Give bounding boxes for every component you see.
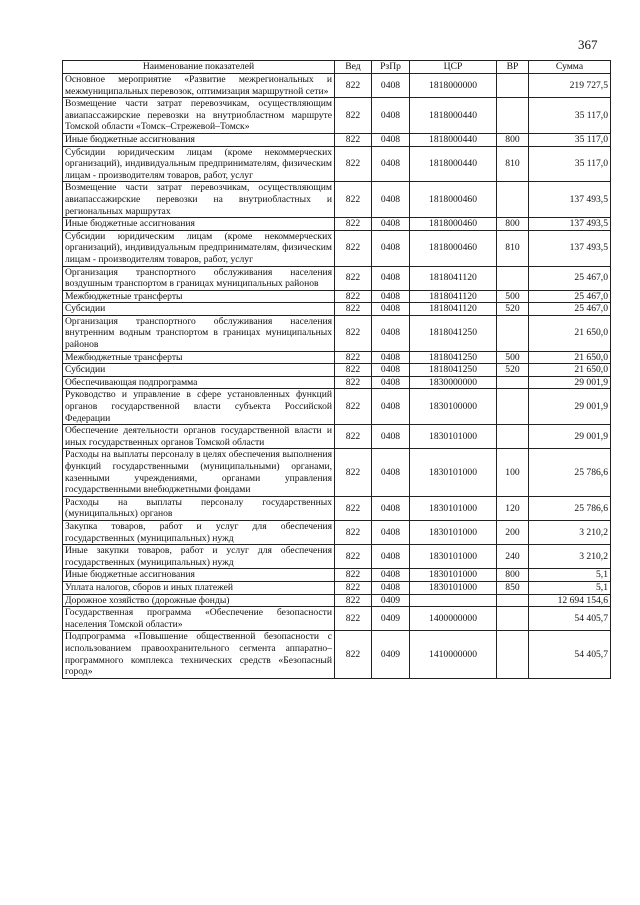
cell-sum: 3 210,2 bbox=[529, 520, 611, 544]
cell-csr: 1410000000 bbox=[410, 631, 497, 678]
cell-name: Межбюджетные трансферты bbox=[63, 351, 335, 364]
cell-name: Иные бюджетные ассигнования bbox=[63, 569, 335, 582]
cell-sum: 54 405,7 bbox=[529, 631, 611, 678]
cell-vr bbox=[497, 74, 529, 98]
cell-csr: 1818000440 bbox=[410, 133, 497, 146]
cell-ved: 822 bbox=[335, 569, 372, 582]
cell-rzpr: 0408 bbox=[372, 230, 410, 266]
cell-sum: 29 001,9 bbox=[529, 425, 611, 449]
cell-vr: 850 bbox=[497, 581, 529, 594]
table-row bbox=[63, 315, 611, 351]
cell-sum: 3 210,2 bbox=[529, 545, 611, 569]
cell-csr: 1818000440 bbox=[410, 98, 497, 134]
table-row bbox=[63, 303, 611, 316]
cell-vr: 800 bbox=[497, 569, 529, 582]
cell-csr: 1818041120 bbox=[410, 290, 497, 303]
cell-sum: 5,1 bbox=[529, 581, 611, 594]
cell-name: Расходы на выплаты персоналу в целях обеспечения выполнения функций государственными (муниципальными) органами, казенными учреждениями, органами управления государственными внебюджетными фондами bbox=[63, 449, 335, 496]
table-row bbox=[63, 449, 611, 496]
cell-csr: 1818041250 bbox=[410, 351, 497, 364]
cell-name: Организация транспортного обслуживания населения внутренним водным транспортом в границах муниципальных районов bbox=[63, 315, 335, 351]
cell-rzpr: 0409 bbox=[372, 594, 410, 607]
cell-sum: 21 650,0 bbox=[529, 351, 611, 364]
cell-vr: 810 bbox=[497, 230, 529, 266]
table-row bbox=[63, 182, 611, 218]
cell-sum: 25 786,6 bbox=[529, 449, 611, 496]
cell-ved: 822 bbox=[335, 351, 372, 364]
cell-ved: 822 bbox=[335, 520, 372, 544]
cell-name: Расходы на выплаты персоналу государственных (муниципальных) органов bbox=[63, 496, 335, 520]
cell-csr: 1400000000 bbox=[410, 607, 497, 631]
cell-name: Обеспечивающая подпрограмма bbox=[63, 376, 335, 389]
cell-csr: 1830101000 bbox=[410, 496, 497, 520]
cell-rzpr: 0408 bbox=[372, 351, 410, 364]
cell-name: Субсидии bbox=[63, 303, 335, 316]
cell-rzpr: 0408 bbox=[372, 218, 410, 231]
cell-sum: 35 117,0 bbox=[529, 146, 611, 182]
cell-sum: 21 650,0 bbox=[529, 364, 611, 377]
cell-rzpr: 0408 bbox=[372, 581, 410, 594]
cell-csr: 1818041250 bbox=[410, 315, 497, 351]
cell-csr: 1818000460 bbox=[410, 182, 497, 218]
page-number: 367 bbox=[578, 37, 598, 52]
cell-csr: 1830101000 bbox=[410, 449, 497, 496]
cell-vr: 520 bbox=[497, 303, 529, 316]
table-row bbox=[63, 230, 611, 266]
cell-ved: 822 bbox=[335, 315, 372, 351]
table-row bbox=[63, 545, 611, 569]
cell-vr bbox=[497, 376, 529, 389]
cell-rzpr: 0408 bbox=[372, 74, 410, 98]
cell-rzpr: 0409 bbox=[372, 607, 410, 631]
header-ved: Вед bbox=[335, 61, 372, 74]
cell-sum: 219 727,5 bbox=[529, 74, 611, 98]
cell-csr: 1818000460 bbox=[410, 218, 497, 231]
cell-ved: 822 bbox=[335, 266, 372, 290]
table-row bbox=[63, 218, 611, 231]
cell-rzpr: 0408 bbox=[372, 146, 410, 182]
cell-ved: 822 bbox=[335, 98, 372, 134]
cell-sum: 137 493,5 bbox=[529, 230, 611, 266]
cell-rzpr: 0408 bbox=[372, 315, 410, 351]
cell-vr: 100 bbox=[497, 449, 529, 496]
table-row bbox=[63, 496, 611, 520]
table-row bbox=[63, 364, 611, 377]
table-row bbox=[63, 631, 611, 678]
cell-name: Государственная программа «Обеспечение безопасности населения Томской области» bbox=[63, 607, 335, 631]
table-row bbox=[63, 376, 611, 389]
cell-ved: 822 bbox=[335, 496, 372, 520]
cell-vr bbox=[497, 98, 529, 134]
cell-sum: 25 467,0 bbox=[529, 290, 611, 303]
cell-rzpr: 0408 bbox=[372, 425, 410, 449]
cell-name: Дорожное хозяйство (дорожные фонды) bbox=[63, 594, 335, 607]
cell-name: Основное мероприятие «Развитие межрегиональных и межмуниципальных перевозок, оптимизация маршрутной сети» bbox=[63, 74, 335, 98]
cell-rzpr: 0408 bbox=[372, 520, 410, 544]
header-sum: Сумма bbox=[529, 61, 611, 74]
cell-ved: 822 bbox=[335, 631, 372, 678]
cell-vr: 240 bbox=[497, 545, 529, 569]
cell-vr: 200 bbox=[497, 520, 529, 544]
table-row bbox=[63, 520, 611, 544]
cell-csr: 1818041120 bbox=[410, 266, 497, 290]
cell-ved: 822 bbox=[335, 364, 372, 377]
cell-name: Возмещение части затрат перевозчикам, осуществляющим авиапассажирские перевозки на внутриобластном маршруте Томской области «Томск–Стрежевой–Томск» bbox=[63, 98, 335, 134]
cell-vr: 800 bbox=[497, 218, 529, 231]
cell-name: Обеспечение деятельности органов государственной власти и иных государственных органов Томской области bbox=[63, 425, 335, 449]
header-rzpr: РзПр bbox=[372, 61, 410, 74]
cell-sum: 137 493,5 bbox=[529, 218, 611, 231]
cell-vr: 800 bbox=[497, 133, 529, 146]
cell-name: Возмещение части затрат перевозчикам, осуществляющим авиапассажирские перевозки на внутриобластных и региональных маршрутах bbox=[63, 182, 335, 218]
cell-csr: 1818041120 bbox=[410, 303, 497, 316]
cell-ved: 822 bbox=[335, 230, 372, 266]
cell-vr bbox=[497, 631, 529, 678]
cell-name: Иные бюджетные ассигнования bbox=[63, 133, 335, 146]
cell-ved: 822 bbox=[335, 74, 372, 98]
cell-ved: 822 bbox=[335, 133, 372, 146]
cell-rzpr: 0408 bbox=[372, 290, 410, 303]
cell-ved: 822 bbox=[335, 376, 372, 389]
header-name: Наименование показателей bbox=[63, 61, 335, 74]
cell-vr bbox=[497, 607, 529, 631]
table-row bbox=[63, 146, 611, 182]
cell-rzpr: 0408 bbox=[372, 303, 410, 316]
cell-rzpr: 0408 bbox=[372, 449, 410, 496]
cell-csr: 1818041250 bbox=[410, 364, 497, 377]
cell-csr: 1830101000 bbox=[410, 425, 497, 449]
cell-csr: 1830101000 bbox=[410, 545, 497, 569]
table-row bbox=[63, 74, 611, 98]
header-vr: ВР bbox=[497, 61, 529, 74]
cell-vr bbox=[497, 594, 529, 607]
cell-csr: 1830101000 bbox=[410, 581, 497, 594]
cell-name: Межбюджетные трансферты bbox=[63, 290, 335, 303]
cell-rzpr: 0408 bbox=[372, 98, 410, 134]
cell-ved: 822 bbox=[335, 449, 372, 496]
cell-sum: 29 001,9 bbox=[529, 389, 611, 425]
cell-csr: 1818000000 bbox=[410, 74, 497, 98]
cell-vr: 520 bbox=[497, 364, 529, 377]
cell-name: Субсидии bbox=[63, 364, 335, 377]
table-row bbox=[63, 389, 611, 425]
cell-csr: 1830000000 bbox=[410, 376, 497, 389]
cell-sum: 25 786,6 bbox=[529, 496, 611, 520]
cell-csr: 1818000440 bbox=[410, 146, 497, 182]
cell-name: Руководство и управление в сфере установленных функций органов государственной власти субъекта Российской Федерации bbox=[63, 389, 335, 425]
cell-rzpr: 0408 bbox=[372, 266, 410, 290]
cell-sum: 21 650,0 bbox=[529, 315, 611, 351]
cell-ved: 822 bbox=[335, 290, 372, 303]
cell-sum: 29 001,9 bbox=[529, 376, 611, 389]
cell-sum: 35 117,0 bbox=[529, 98, 611, 134]
cell-csr bbox=[410, 594, 497, 607]
cell-vr bbox=[497, 315, 529, 351]
cell-vr: 810 bbox=[497, 146, 529, 182]
cell-ved: 822 bbox=[335, 218, 372, 231]
cell-ved: 822 bbox=[335, 594, 372, 607]
cell-name: Субсидии юридическим лицам (кроме некоммерческих организаций), индивидуальным предпринимателям, физическим лицам - производителям товаров, работ, услуг bbox=[63, 230, 335, 266]
cell-ved: 822 bbox=[335, 389, 372, 425]
cell-ved: 822 bbox=[335, 607, 372, 631]
cell-rzpr: 0408 bbox=[372, 133, 410, 146]
table-row bbox=[63, 581, 611, 594]
cell-vr: 500 bbox=[497, 290, 529, 303]
header-csr: ЦСР bbox=[410, 61, 497, 74]
table-row bbox=[63, 569, 611, 582]
cell-rzpr: 0408 bbox=[372, 389, 410, 425]
table-row bbox=[63, 607, 611, 631]
cell-ved: 822 bbox=[335, 146, 372, 182]
cell-name: Закупка товаров, работ и услуг для обеспечения государственных (муниципальных) нужд bbox=[63, 520, 335, 544]
cell-sum: 12 694 154,6 bbox=[529, 594, 611, 607]
cell-name: Субсидии юридическим лицам (кроме некоммерческих организаций), индивидуальным предпринимателям, физическим лицам - производителям товаров, работ, услуг bbox=[63, 146, 335, 182]
cell-ved: 822 bbox=[335, 303, 372, 316]
table-row bbox=[63, 425, 611, 449]
table-row bbox=[63, 351, 611, 364]
cell-ved: 822 bbox=[335, 581, 372, 594]
cell-name: Иные бюджетные ассигнования bbox=[63, 218, 335, 231]
cell-rzpr: 0408 bbox=[372, 376, 410, 389]
cell-name: Уплата налогов, сборов и иных платежей bbox=[63, 581, 335, 594]
cell-rzpr: 0408 bbox=[372, 182, 410, 218]
cell-rzpr: 0408 bbox=[372, 496, 410, 520]
cell-sum: 25 467,0 bbox=[529, 266, 611, 290]
cell-rzpr: 0408 bbox=[372, 545, 410, 569]
cell-csr: 1830101000 bbox=[410, 520, 497, 544]
table-header-row bbox=[63, 61, 611, 74]
cell-name: Подпрограмма «Повышение общественной безопасности с использованием правоохранительного сегмента аппаратно–программного комплекса технических средств «Безопасный город» bbox=[63, 631, 335, 678]
cell-csr: 1830101000 bbox=[410, 569, 497, 582]
cell-vr bbox=[497, 425, 529, 449]
table-row bbox=[63, 594, 611, 607]
cell-rzpr: 0409 bbox=[372, 631, 410, 678]
cell-vr: 500 bbox=[497, 351, 529, 364]
cell-sum: 54 405,7 bbox=[529, 607, 611, 631]
cell-ved: 822 bbox=[335, 425, 372, 449]
table-row bbox=[63, 266, 611, 290]
cell-vr bbox=[497, 266, 529, 290]
table-row bbox=[63, 133, 611, 146]
budget-table bbox=[62, 60, 611, 679]
cell-sum: 137 493,5 bbox=[529, 182, 611, 218]
cell-name: Иные закупки товаров, работ и услуг для обеспечения государственных (муниципальных) нужд bbox=[63, 545, 335, 569]
cell-sum: 25 467,0 bbox=[529, 303, 611, 316]
cell-csr: 1818000460 bbox=[410, 230, 497, 266]
cell-vr bbox=[497, 389, 529, 425]
cell-sum: 35 117,0 bbox=[529, 133, 611, 146]
table-row bbox=[63, 98, 611, 134]
cell-sum: 5,1 bbox=[529, 569, 611, 582]
cell-vr: 120 bbox=[497, 496, 529, 520]
cell-ved: 822 bbox=[335, 182, 372, 218]
cell-name: Организация транспортного обслуживания населения воздушным транспортом в границах муниципальных районов bbox=[63, 266, 335, 290]
cell-ved: 822 bbox=[335, 545, 372, 569]
cell-vr bbox=[497, 182, 529, 218]
cell-csr: 1830100000 bbox=[410, 389, 497, 425]
cell-rzpr: 0408 bbox=[372, 569, 410, 582]
table-row bbox=[63, 290, 611, 303]
cell-rzpr: 0408 bbox=[372, 364, 410, 377]
